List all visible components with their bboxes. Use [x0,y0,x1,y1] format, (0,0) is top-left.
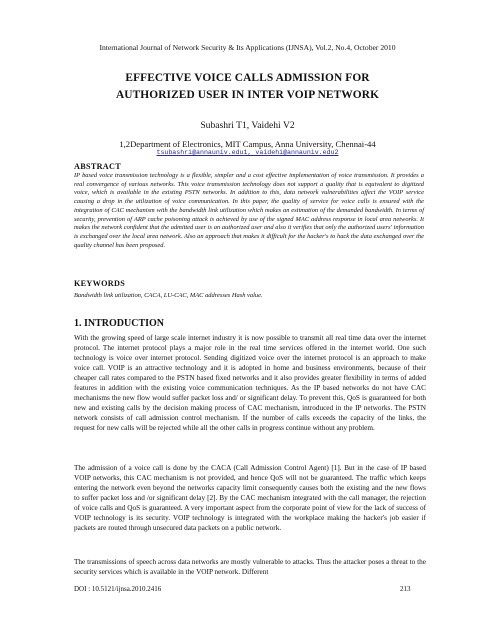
keywords-text: Bandwidth link utilization, CACA, LU-CAC, MAC addresses Hash value. [74,292,263,299]
running-header: International Journal of Network Security & Its Applications (IJNSA), Vol.2, No.4, October 2010 [99,43,396,52]
intro-paragraph-1: With the growing speed of large scale internet industry it is now possible to transmit all real time data over the internet protocol. The internet protocol plays a major role in the real time services offered in the internet world. One such technology is voice over internet protocol. Sending digitized voice over the internet protocol is an approach to make voice call. VOIP is an attractive technology and it is adopted in home and business environments, because of their cheaper call rates compared to the PSTN based fixed networks and it also provides greater flexibility in terms of added features in addition with the existing voice communication techniques. As the IP based networks do not have CAC mechanisms the new flow would suffer packet loss and/ or significant delay. To prevent this, QoS is guaranteed for both new and existing calls by the decision making process of CAC mechanism, introduced in the IP networks. The PSTN network consists of call admission control mechanism. If the number of calls exceeds the capacity of the links, the request for new calls will be rejected while all the other calls in progress continue without any problem. [74,334,426,433]
keywords-heading: KEYWORDS [74,279,126,288]
abstract-heading: ABSTRACT [74,162,121,171]
intro-paragraph-2: The admission of a voice call is done by the CACA (Call Admission Control Agent) [1]. But in the case of IP based VOIP networks, this CAC mechanism is not provided, and hence QoS will not be guaranteed. The traffic which keeps entering the network even beyond the networks capacity limit consequently causes both the existing and the new flows to suffer packet loss and /or significant delay [2]. By the CAC mechanism integrated with the call manager, the rejection of voice calls and QoS is guaranteed. A very important aspect from the corporate point of view for the lack of success of VOIP technology is its security. VOIP technology is integrated with the workplace making the hacker's job easier if packets are routed through unsecured data packets on a public network. [74,464,426,533]
title-line-2: AUTHORIZED USER IN INTER VOIP NETWORK [115,89,380,101]
intro-paragraph-3: The transmissions of speech across data networks are mostly vulnerable to attacks. Thus the attacker poses a threat to the security services which is available in the VOIP network. Different [74,558,426,577]
affiliation: 1,2Department of Electronics, MIT Campus, Anna University, Chennai-44 [119,139,376,149]
abstract-text: IP based voice transmission technology is a flexible, simpler and a cost effective implementation of voice transmission. It provides a real convergence of various networks. This voice transmission technology does not support a quality that is equivalent to digitized voice, which is available in the existing PSTN networks. In addition to this, data network vulnerabilities affect the VOIP service causing a drop in the utilization of voice communication. In this paper, the quality of service for voice calls is ensured with the integration of CAC mechanism with the bandwidth link utilization which makes an estimation of the demanded bandwidth. In terms of security, prevention of ARP cache poisoning attack is achieved by use of the signed MAC address response in local area networks. It makes the network confident that the admitted user is an authorized user and also it verifies that only the authorized users' information is exchanged over the local area network. Also an approach that makes it difficult for the hacker's to hack the data exchanged over the quality channel has been proposed. [74,172,424,249]
paper-title [40,70,455,104]
doi: DOI : 10.5121/ijnsa.2010.2416 [74,585,162,593]
email-links[interactable]: tsubashri@annauniv.edu1, vaidehi@annauniv.edu2 [156,149,339,156]
introduction-heading: 1. INTRODUCTION [74,318,165,329]
page-number: 213 [400,585,411,593]
title-line-1: EFFECTIVE VOICE CALLS ADMISSION FOR [125,72,370,84]
authors: Subashri T1, Vaidehi V2 [200,120,295,131]
author-emails[interactable] [0,149,495,156]
